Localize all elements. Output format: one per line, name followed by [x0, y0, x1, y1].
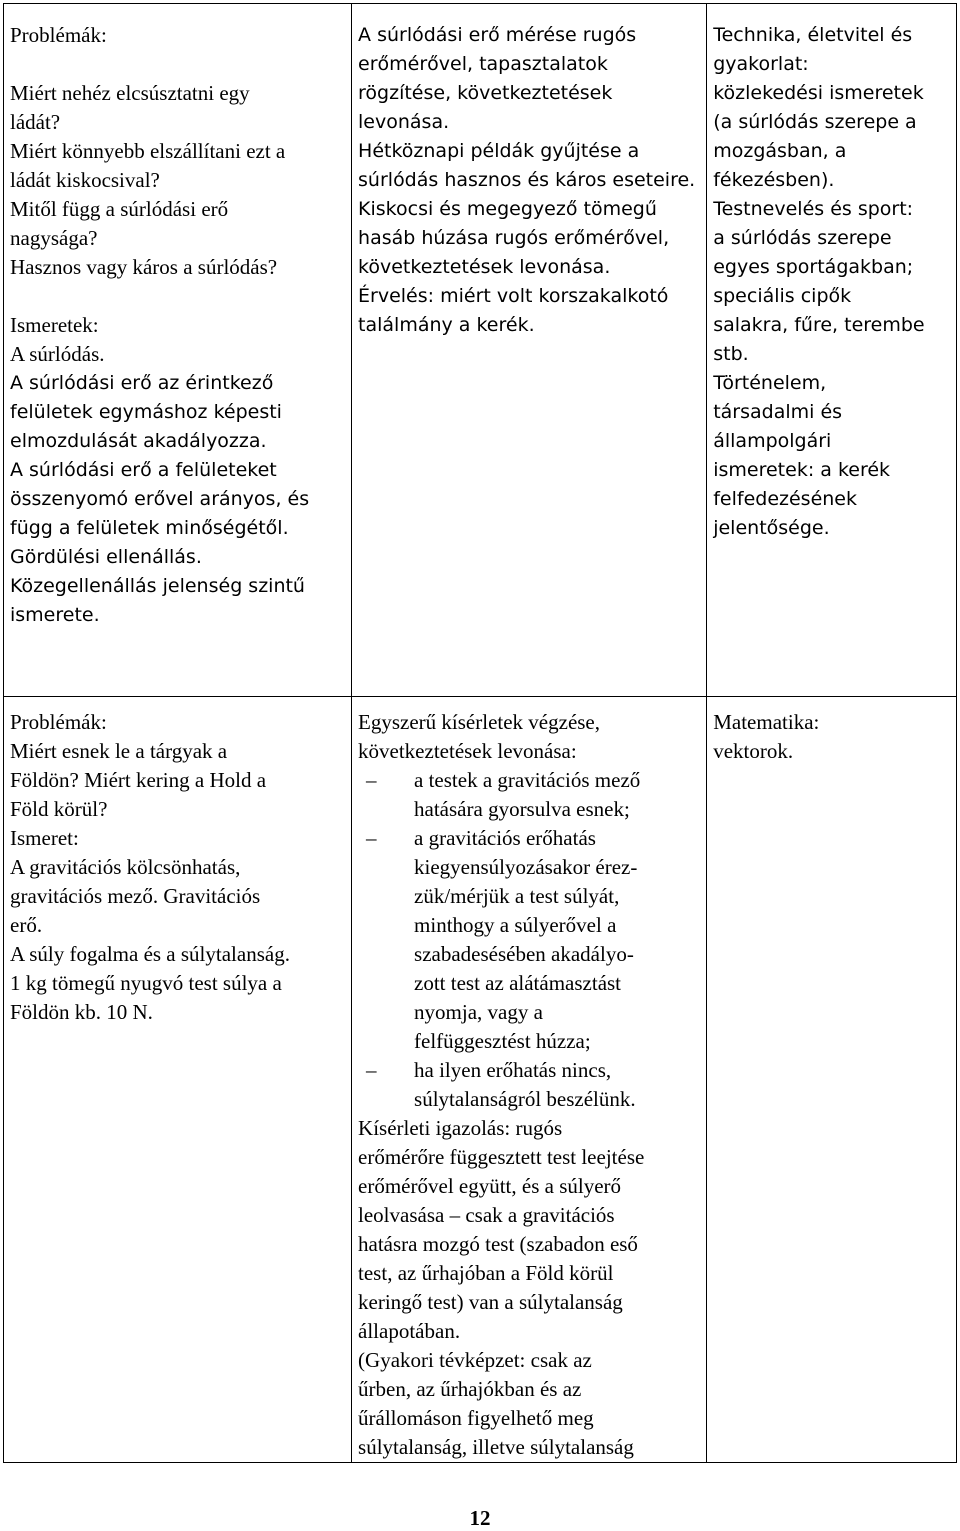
text-line: következtetések levonása: — [358, 739, 577, 763]
table-row — [4, 4, 957, 697]
text-line: Hétköznapi példák gyűjtése a — [358, 140, 640, 162]
text-line: kiegyensúlyozásakor érez- — [414, 855, 638, 879]
text-line: függ a felületek minőségétől. — [10, 517, 289, 539]
text-line: Egyszerű kísérletek végzése, — [358, 710, 601, 734]
text-line: állampolgári — [713, 430, 832, 452]
connections-cell — [707, 697, 957, 1463]
text-line: Földön kb. 10 N. — [10, 1000, 153, 1024]
text-line: test, az űrhajóban a Föld körül — [358, 1261, 614, 1285]
text-line: Föld körül? — [10, 797, 108, 821]
text-line: A gravitációs kölcsönhatás, — [10, 855, 241, 879]
text-line: Miért esnek le a tárgyak a — [10, 739, 228, 763]
text-line: Érvelés: miért volt korszakalkotó — [358, 285, 669, 307]
text-line: állapotában. — [358, 1319, 461, 1343]
text-line: súrlódás hasznos és káros eseteire. — [358, 169, 696, 191]
blank-line — [10, 50, 347, 79]
text-line: társadalmi és — [713, 401, 843, 423]
text-line: felületek egymáshoz képesti — [10, 401, 282, 423]
text-line: ismerete. — [10, 604, 100, 626]
text-line: találmány a kerék. — [358, 314, 535, 336]
text-line: Kísérleti igazolás: rugós — [358, 1116, 563, 1140]
text-line: A súly fogalma és a súlytalanság. — [10, 942, 290, 966]
cell-text — [358, 4, 702, 340]
dash-list-item — [358, 824, 702, 1056]
text-line: űrben, az űrhajókban és az — [358, 1377, 582, 1401]
text-line: Földön? Miért kering a Hold a — [10, 768, 267, 792]
text-line: Ismeretek: — [10, 313, 99, 337]
text-line: (Gyakori tévképzet: csak az — [358, 1348, 592, 1372]
text-line: elmozdulását akadályozza. — [10, 430, 267, 452]
text-line: összenyomó erővel arányos, és — [10, 488, 310, 510]
text-line: hatására gyorsulva esnek; — [414, 797, 630, 821]
text-line: Ismeret: — [10, 826, 79, 850]
text-line: Problémák: — [10, 710, 107, 734]
text-line: speciális cipők — [713, 285, 852, 307]
text-line: fékezésben). — [713, 169, 835, 191]
text-line: űrállomáson figyelhető meg — [358, 1406, 594, 1430]
text-line: mozgásban, a — [713, 140, 847, 162]
cell-text — [10, 697, 347, 1027]
text-line: egyes sportágakban; — [713, 256, 914, 278]
text-line: Történelem, — [713, 372, 827, 394]
dash-bullet: – — [366, 1058, 377, 1082]
activities-cell — [352, 4, 707, 697]
curriculum-table — [3, 3, 957, 1463]
text-line: felfüggesztést húzza; — [414, 1029, 591, 1053]
text-line: Hasznos vagy káros a súrlódás? — [10, 255, 278, 279]
text-line: ládát kiskocsival? — [10, 168, 160, 192]
text-line: zük/mérjük a test súlyát, — [414, 884, 620, 908]
text-line: Testnevelés és sport: — [713, 198, 914, 220]
text-line: 1 kg tömegű nyugvó test súlya a — [10, 971, 282, 995]
text-line: következtetések levonása. — [358, 256, 611, 278]
text-line: salakra, fűre, terembe — [713, 314, 925, 336]
text-line: nyomja, vagy a — [414, 1000, 543, 1024]
page-number: 12 — [469, 1506, 491, 1530]
text-line: Matematika: — [713, 710, 820, 734]
dash-list-item — [358, 1056, 702, 1114]
cell-text — [358, 697, 702, 1462]
text-line: Közegellenállás jelenség szintű — [10, 575, 305, 597]
problems-knowledge-cell — [4, 697, 352, 1463]
text-line: (a súrlódás szerepe a — [713, 111, 917, 133]
text-line: A súrlódási erő mérése rugós — [358, 24, 637, 46]
cell-text — [10, 4, 347, 630]
cell-text — [713, 697, 952, 766]
text-line: A súrlódás. — [10, 342, 105, 366]
text-line: gyakorlat: — [713, 53, 809, 75]
text-line: Kiskocsi és megegyező tömegű — [358, 198, 657, 220]
dash-bullet: – — [366, 768, 377, 792]
text-line: nagysága? — [10, 226, 98, 250]
text-line: hasáb húzása rugós erőmérővel, — [358, 227, 670, 249]
text-line: rögzítése, következtetések — [358, 82, 613, 104]
text-line: Mitől függ a súrlódási erő — [10, 197, 229, 221]
text-line: ládát? — [10, 110, 61, 134]
text-line: ismeretek: a kerék — [713, 459, 891, 481]
text-line: levonása. — [358, 111, 450, 133]
text-line: Problémák: — [10, 23, 107, 47]
text-line: Miért nehéz elcsúsztatni egy — [10, 81, 250, 105]
text-line: vektorok. — [713, 739, 794, 763]
text-line: súlytalanság, illetve súlytalanság — [358, 1435, 634, 1459]
text-line: felfedezésének — [713, 488, 857, 510]
text-line: hatásra mozgó test (szabadon eső — [358, 1232, 638, 1256]
text-line: Miért könnyebb elszállítani ezt a — [10, 139, 286, 163]
text-line: erőmérővel együtt, és a súlyerő — [358, 1174, 622, 1198]
text-line: Technika, életvitel és — [713, 24, 913, 46]
text-line: a súrlódás szerepe — [713, 227, 892, 249]
text-line: keringő test) van a súlytalanság — [358, 1290, 623, 1314]
text-line: erőmérőre függesztett test leejtése — [358, 1145, 645, 1169]
problems-knowledge-cell — [4, 4, 352, 697]
blank-line — [10, 282, 347, 311]
table-row — [4, 697, 957, 1463]
text-line: erőmérővel, tapasztalatok — [358, 53, 608, 75]
text-line: zott test az alátámasztást — [414, 971, 622, 995]
text-line: a gravitációs erőhatás — [414, 826, 596, 850]
text-line: súlytalanságról beszélünk. — [414, 1087, 636, 1111]
text-line: jelentősége. — [713, 517, 830, 539]
text-line: minthogy a súlyerővel a — [414, 913, 617, 937]
activities-cell — [352, 697, 707, 1463]
text-line: Gördülési ellenállás. — [10, 546, 202, 568]
dash-bullet: – — [366, 826, 377, 850]
text-line: a testek a gravitációs mező — [414, 768, 641, 792]
text-line: szabadesésében akadályo- — [414, 942, 634, 966]
text-line: gravitációs mező. Gravitációs — [10, 884, 261, 908]
dash-list-item — [358, 766, 702, 824]
text-line: stb. — [713, 343, 749, 365]
text-line: A súrlódási erő az érintkező — [10, 372, 274, 394]
text-line: erő. — [10, 913, 43, 937]
text-line: A súrlódási erő a felületeket — [10, 459, 277, 481]
text-line: ha ilyen erőhatás nincs, — [414, 1058, 612, 1082]
connections-cell — [707, 4, 957, 697]
cell-text — [713, 4, 952, 543]
text-line: közlekedési ismeretek — [713, 82, 924, 104]
text-line: leolvasása – csak a gravitációs — [358, 1203, 615, 1227]
